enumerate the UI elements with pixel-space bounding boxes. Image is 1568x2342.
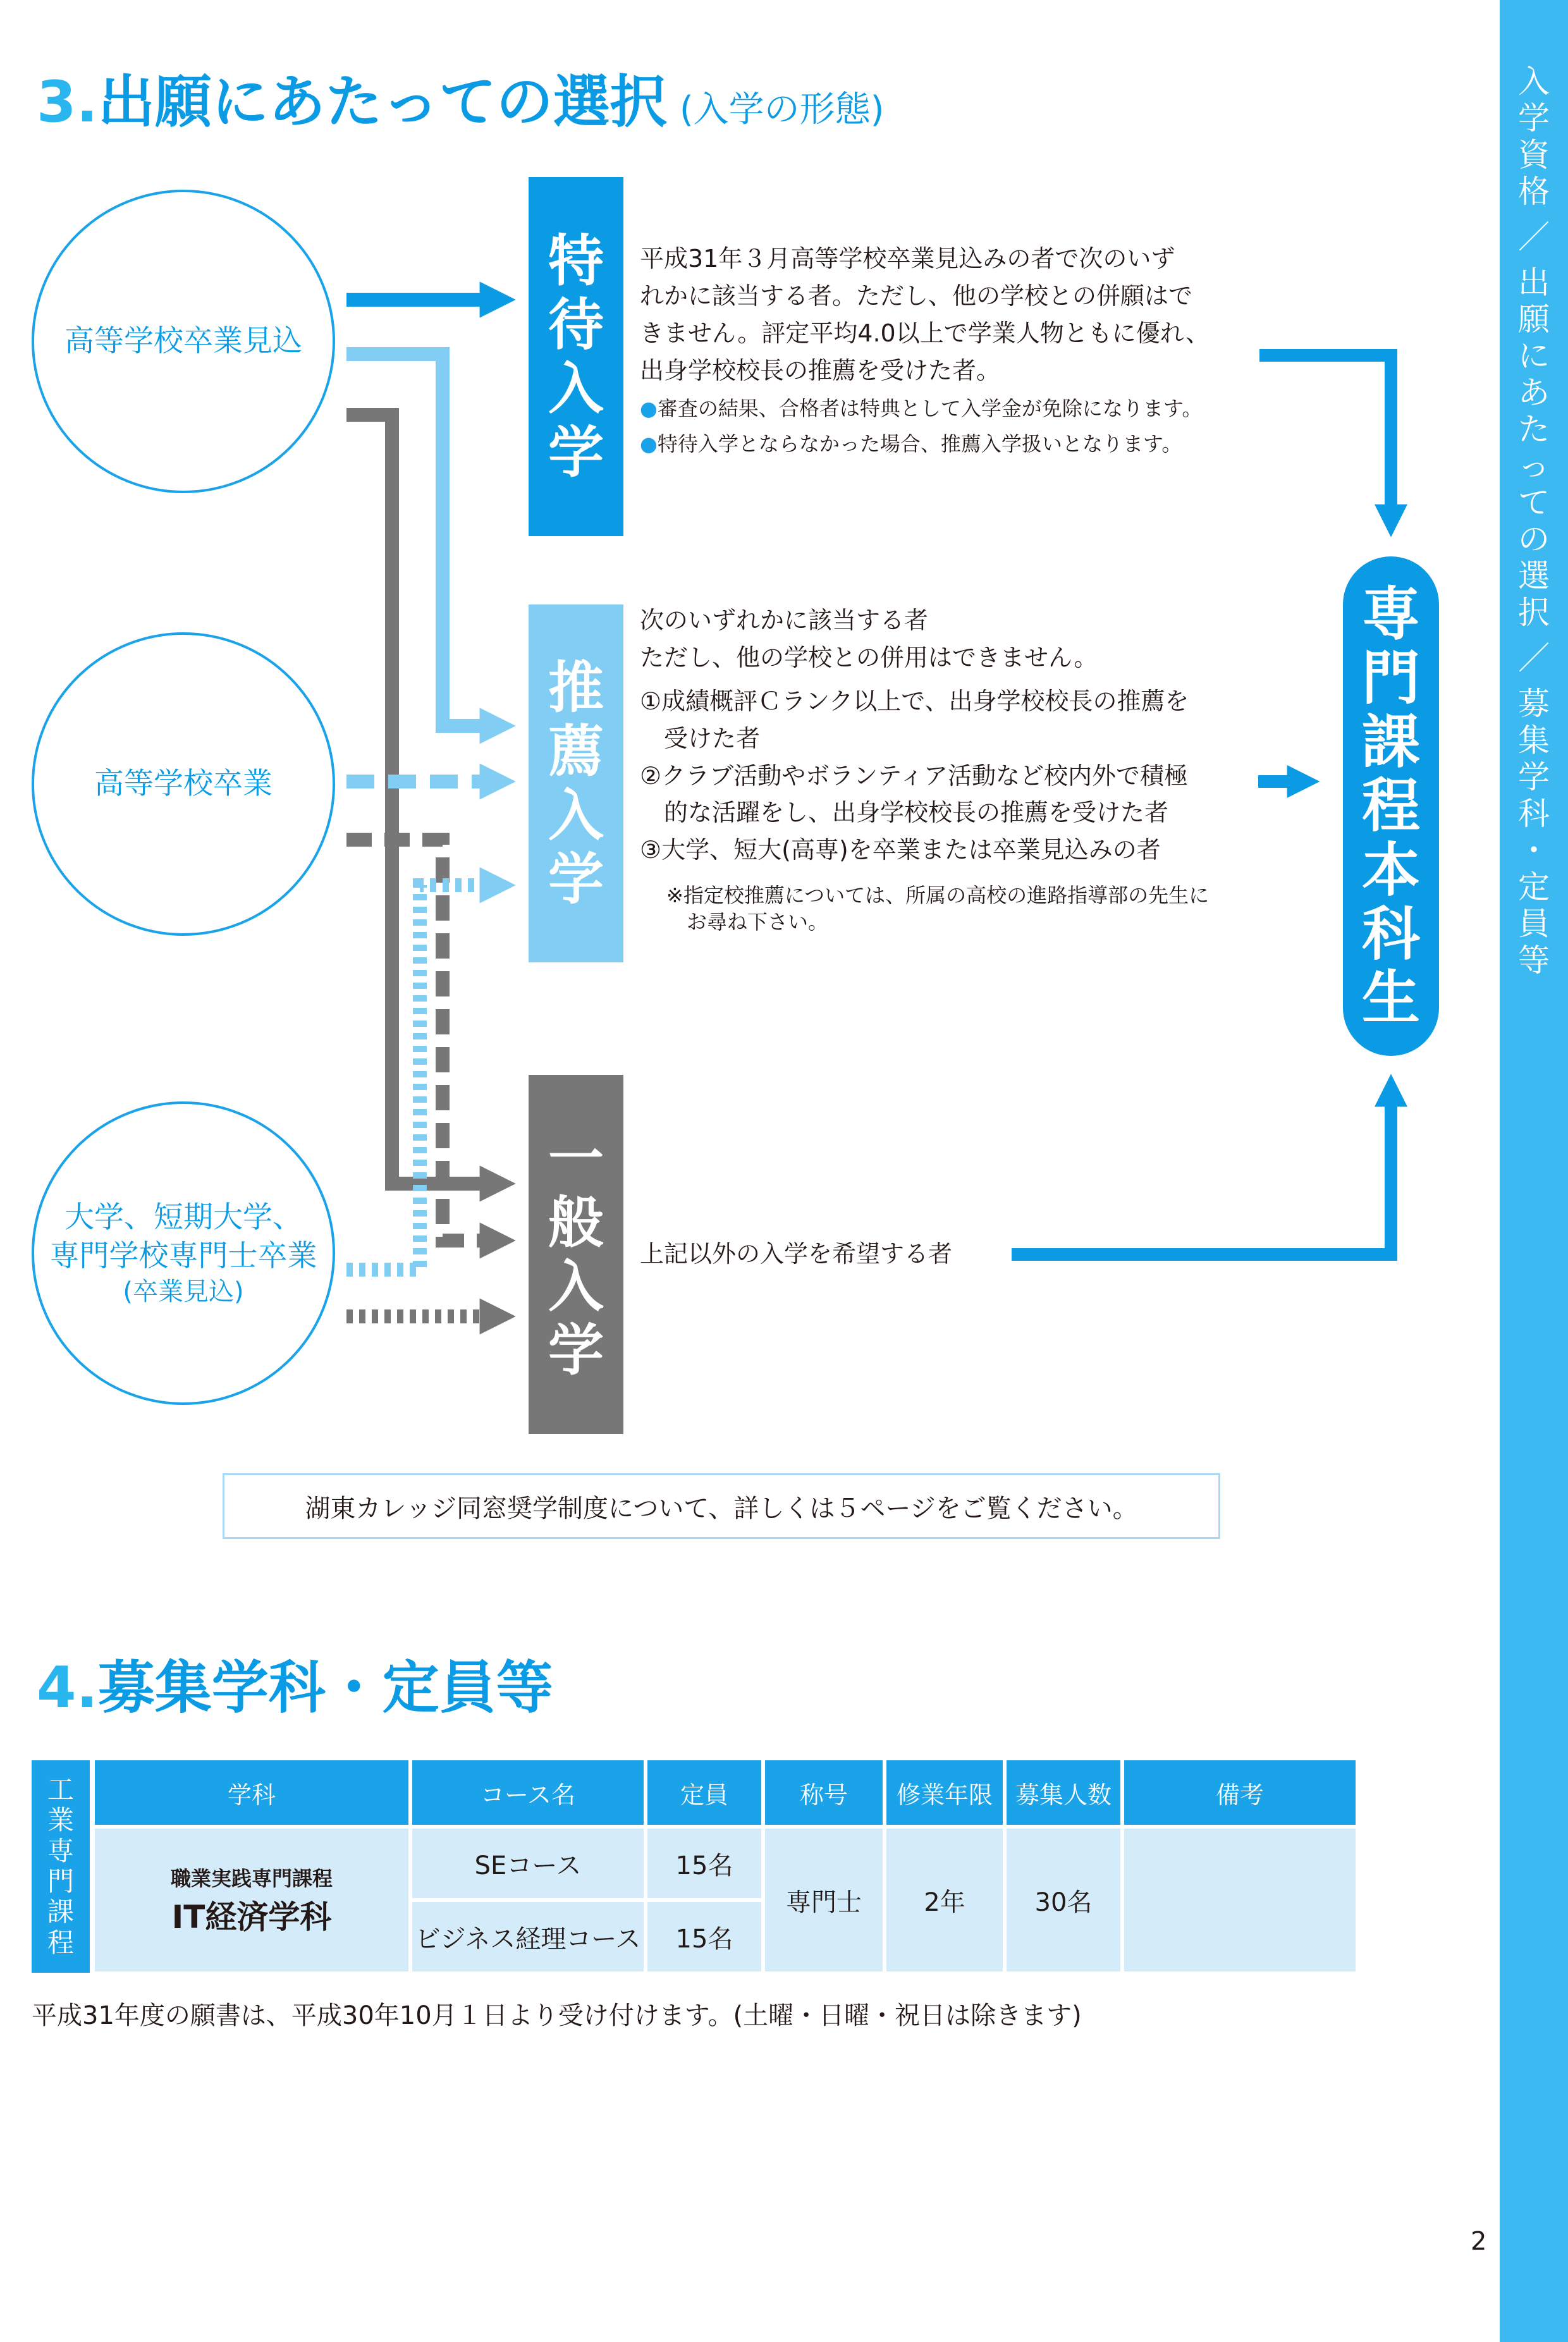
suisen-item-3: ③大学、短大(高専)を卒業または卒業見込みの者	[640, 836, 1161, 864]
header-years: 修業年限	[886, 1760, 1003, 1825]
sidebar-char: 学	[1518, 759, 1550, 795]
suisen-item-line: ①成績概評Ｃランク以上で、出身学校校長の推薦を	[640, 687, 1189, 715]
tokutai-bullet	[640, 426, 1210, 462]
category-char: 課	[47, 1896, 74, 1928]
tokutai-desc-line: れかに該当する者。ただし、他の学校との併願はで	[640, 281, 1193, 310]
tokutai-desc-line: 出身学校校長の推薦を受けた者。	[640, 356, 1001, 384]
target-char: 門	[1361, 644, 1420, 713]
target-honkasei	[1343, 556, 1439, 1056]
entry-tokutai-char: 学	[548, 420, 604, 486]
sidebar-char: 選	[1518, 558, 1550, 594]
entry-ippan-box	[529, 1075, 623, 1434]
tokutai-bullet	[640, 391, 1210, 426]
source-university-line1: 大学、短期大学、	[64, 1199, 302, 1235]
suisen-item-2	[640, 757, 1209, 832]
entry-tokutai-char: 特	[548, 228, 604, 293]
header-recruit: 募集人数	[1007, 1760, 1120, 1825]
entry-suisen-box	[529, 604, 623, 962]
entry-suisen-char: 学	[548, 847, 604, 912]
entry-ippan-char: 入	[548, 1254, 604, 1319]
section4-heading: 募集学科・定員等	[97, 1655, 553, 1721]
table-row	[95, 1829, 1356, 1898]
department-cell	[95, 1829, 408, 1971]
tokutai-bullet-text: 特待入学とならなかった場合、推薦入学扱いとなります。	[657, 431, 1182, 456]
sidebar-char: 等	[1518, 942, 1550, 979]
entry-tokutai-char: 待	[548, 291, 604, 357]
sidebar-char: に	[1518, 338, 1550, 374]
section3-number: 3.	[37, 69, 98, 135]
section4-title	[37, 1641, 553, 1724]
entry-ippan-char: 学	[548, 1318, 604, 1383]
suisen-item-line: 的な活躍をし、出身学校校長の推薦を受けた者	[664, 799, 1169, 827]
sidebar-char: の	[1518, 521, 1550, 558]
source-university-line2: 専門学校専門士卒業	[49, 1239, 317, 1273]
arrow-tokutai-target	[1259, 355, 1391, 511]
sidebar-char: 集	[1518, 722, 1550, 759]
degree-cell: 専門士	[765, 1829, 883, 1971]
entry-suisen-char: 薦	[548, 718, 604, 784]
section3-subtitle: (入学の形態)	[679, 89, 885, 130]
suisen-description	[640, 602, 1209, 935]
course-capacity: 15名	[647, 1902, 761, 1971]
course-capacity: 15名	[647, 1829, 761, 1898]
sidebar-char: あ	[1518, 374, 1550, 411]
suisen-note	[640, 883, 1209, 935]
sidebar-char: た	[1518, 411, 1550, 448]
source-university-line3: (卒業見込)	[123, 1277, 244, 1307]
arrow-university-suisen	[346, 885, 487, 1270]
category-char: 業	[47, 1805, 74, 1836]
sidebar-label	[1500, 63, 1568, 979]
tokutai-desc-line: きません。評定平均4.0以上で学業人物ともに優れ、	[640, 319, 1210, 347]
header-department: 学科	[95, 1760, 408, 1825]
header-course: コース名	[412, 1760, 644, 1825]
course-name: ビジネス経理コース	[412, 1902, 644, 1971]
department-name: IT経済学科	[171, 1899, 332, 1935]
target-char: 本	[1361, 836, 1420, 904]
source-hs-expected-label: 高等学校卒業見込	[64, 324, 302, 359]
sidebar-char: 格	[1518, 173, 1550, 210]
table-category	[32, 1760, 90, 1973]
sidebar-char: ／	[1518, 219, 1550, 255]
target-char: 課	[1361, 708, 1420, 776]
header-remarks: 備考	[1124, 1760, 1356, 1825]
category-char: 専	[47, 1835, 74, 1867]
arrow-ippan-target	[1012, 1100, 1391, 1254]
target-char: 生	[1361, 964, 1420, 1032]
entry-suisen-char: 入	[548, 783, 604, 848]
sidebar-char: て	[1518, 484, 1550, 521]
entry-suisen-char: 推	[548, 654, 604, 720]
tokutai-bullet-text: 審査の結果、合格者は特典として入学金が免除になります。	[657, 396, 1203, 420]
arrow-hs-expected-ippan	[346, 415, 487, 1184]
suisen-item-line: ②クラブ活動やボランティア活動など校内外で積極	[640, 761, 1189, 790]
recruit-cell: 30名	[1007, 1829, 1120, 1971]
sidebar-char: 択	[1518, 594, 1550, 631]
sidebar-char: 願	[1518, 301, 1550, 338]
suisen-note-line: お尋ね下さい。	[687, 909, 829, 934]
entry-ippan-char: 一	[548, 1125, 604, 1191]
entry-ippan-char: 般	[548, 1189, 604, 1255]
suisen-intro-line: ただし、他の学校との併用はできません。	[640, 643, 1098, 671]
sidebar-char: 科	[1518, 795, 1550, 832]
entry-tokutai-box	[529, 177, 623, 536]
suisen-intro-line: 次のいずれかに該当する者	[640, 606, 929, 634]
tokutai-desc-line: 平成31年３月高等学校卒業見込みの者で次のいず	[640, 245, 1175, 273]
bullet-dot-icon: ●	[640, 396, 658, 420]
suisen-item-1	[640, 683, 1209, 757]
sidebar-char: 募	[1518, 685, 1550, 722]
source-hs-graduate-label: 高等学校卒業	[94, 766, 273, 802]
bullet-dot-icon: ●	[640, 431, 658, 456]
sidebar-char: っ	[1518, 448, 1550, 484]
sidebar-char: ／	[1518, 640, 1550, 677]
tokutai-description	[640, 240, 1210, 462]
target-char: 専	[1361, 580, 1420, 648]
sidebar-char: 資	[1518, 137, 1550, 173]
entry-tokutai-char: 入	[548, 356, 604, 421]
section4-number: 4.	[37, 1655, 98, 1721]
sidebar-char: 入	[1518, 63, 1550, 100]
target-char: 程	[1361, 772, 1420, 840]
scholarship-notice-text: 湖東カレッジ同窓奨学制度について、詳しくは５ページをご覧ください。	[305, 1493, 1138, 1523]
application-footnote: 平成31年度の願書は、平成30年10月１日より受け付けます。(土曜・日曜・祝日は除きます)	[32, 2001, 1082, 2030]
sidebar-char: 出	[1518, 264, 1550, 301]
years-cell: 2年	[886, 1829, 1003, 1971]
page-number: 2	[1471, 2227, 1487, 2256]
category-char: 程	[47, 1927, 74, 1958]
table-header-row	[95, 1760, 1356, 1825]
scholarship-notice	[223, 1473, 1220, 1539]
sidebar-char: ・	[1518, 832, 1550, 869]
recruitment-table	[91, 1756, 1359, 1975]
sidebar-char: 定	[1518, 869, 1550, 905]
sidebar-char: 員	[1518, 905, 1550, 942]
category-char: 門	[47, 1866, 74, 1897]
department-subtitle: 職業実践専門課程	[170, 1867, 333, 1891]
header-degree: 称号	[765, 1760, 883, 1825]
target-char: 科	[1361, 900, 1420, 968]
ippan-description: 上記以外の入学を希望する者	[640, 1240, 953, 1268]
category-char: 工	[47, 1774, 74, 1806]
sidebar-char: 学	[1518, 100, 1550, 137]
header-capacity: 定員	[647, 1760, 761, 1825]
suisen-item-line: 受けた者	[664, 724, 761, 752]
section3-heading: 出願にあたっての選択	[97, 69, 667, 135]
course-name: SEコース	[412, 1829, 644, 1898]
suisen-note-line: ※指定校推薦については、所属の高校の進路指導部の先生に	[666, 883, 1210, 908]
remarks-cell	[1124, 1829, 1356, 1971]
